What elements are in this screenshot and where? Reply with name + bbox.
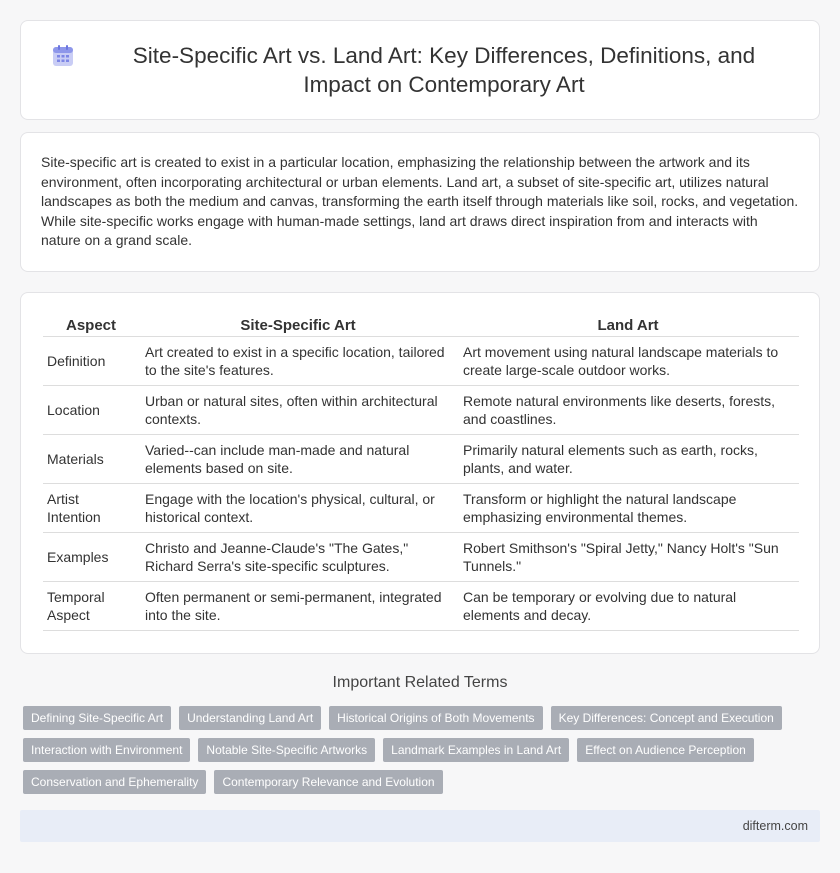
related-tag[interactable]: Contemporary Relevance and Evolution [214,770,442,794]
cell-site-specific: Urban or natural sites, often within architectural contexts. [139,386,457,435]
cell-land-art: Robert Smithson's "Spiral Jetty," Nancy Holt's "Sun Tunnels." [457,533,799,582]
related-tag[interactable]: Notable Site-Specific Artworks [198,738,375,762]
cell-aspect: Artist Intention [43,484,139,533]
cell-site-specific: Varied--can include man-made and natural elements based on site. [139,435,457,484]
cell-site-specific: Christo and Jeanne-Claude's "The Gates," Richard Serra's site-specific sculptures. [139,533,457,582]
cell-aspect: Location [43,386,139,435]
calendar-icon [50,43,76,69]
cell-land-art: Primarily natural elements such as earth, rocks, plants, and water. [457,435,799,484]
title-wrap [50,41,790,99]
cell-site-specific: Art created to exist in a specific location, tailored to the site's features. [139,337,457,386]
header-land-art: Land Art [457,313,799,337]
cell-aspect: Temporal Aspect [43,582,139,631]
footer [20,810,820,842]
related-tag[interactable]: Historical Origins of Both Movements [329,706,542,730]
related-tag[interactable]: Interaction with Environment [23,738,190,762]
cell-aspect: Examples [43,533,139,582]
comparison-table [43,313,799,631]
related-tag[interactable]: Effect on Audience Perception [577,738,754,762]
intro-card [20,132,820,272]
related-terms-list [23,706,813,794]
cell-site-specific: Often permanent or semi-permanent, integrated into the site. [139,582,457,631]
table-row [43,484,799,533]
footer-site[interactable]: difterm.com [742,819,808,833]
table-row [43,533,799,582]
table-row [43,337,799,386]
cell-land-art: Transform or highlight the natural landscape emphasizing environmental themes. [457,484,799,533]
cell-site-specific: Engage with the location's physical, cultural, or historical context. [139,484,457,533]
table-header-row [43,313,799,337]
table-row [43,435,799,484]
table-row [43,386,799,435]
related-tag[interactable]: Conservation and Ephemerality [23,770,206,794]
header-aspect: Aspect [43,313,139,337]
related-tag[interactable]: Landmark Examples in Land Art [383,738,569,762]
table-row [43,582,799,631]
page-title: Site-Specific Art vs. Land Art: Key Differences, Definitions, and Impact on Contemporary Art [132,43,756,97]
cell-land-art: Can be temporary or evolving due to natural elements and decay. [457,582,799,631]
related-tag[interactable]: Understanding Land Art [179,706,321,730]
cell-aspect: Definition [43,337,139,386]
related-tag[interactable]: Key Differences: Concept and Execution [551,706,782,730]
related-terms-title: Important Related Terms [332,674,508,691]
header-site-specific: Site-Specific Art [139,313,457,337]
cell-aspect: Materials [43,435,139,484]
header-card [20,20,820,120]
cell-land-art: Remote natural environments like deserts, forests, and coastlines. [457,386,799,435]
comparison-card [20,292,820,654]
intro-text: Site-specific art is created to exist in a particular location, emphasizing the relationship between the artwork and its environment, often incorporating architectural or urban elements. Land art, a subset of site-specific art, utilizes natural landscapes as both the medium and canvas, transforming the earth itself through materials like soil, rocks, and vegetation. While site-specific works engage with human-made settings, land art draws direct inspiration from and interacts with nature on a grand scale. [41,154,799,248]
cell-land-art: Art movement using natural landscape materials to create large-scale outdoor works. [457,337,799,386]
related-tag[interactable]: Defining Site-Specific Art [23,706,171,730]
